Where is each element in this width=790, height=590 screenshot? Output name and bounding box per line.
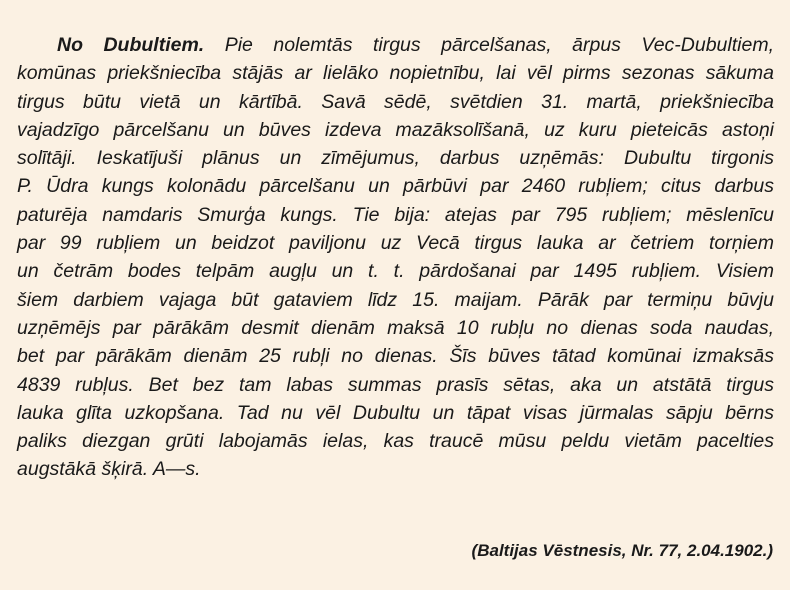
- article-line: komūnas priekšniecība stājās ar lielāko nopietnību, lai vēl pirms sezonas sākuma: [17, 62, 774, 85]
- article-line: paliks diezgan grūti labojamās ielas, kas traucē mūsu peldu vietām pacelties: [17, 430, 774, 453]
- source-citation: (Baltijas Vēstnesis, Nr. 77, 2.04.1902.): [471, 541, 773, 560]
- article-heading: No Dubultiem.: [57, 34, 205, 56]
- article-line: [17, 31, 774, 59]
- article-line: P. Ūdra kungs kolonādu pārcelšanu un pārbūvi par 2460 rubļiem; citus darbus: [17, 175, 774, 198]
- article-line: augstākā šķirā. A—s.: [17, 458, 201, 481]
- article-line: vajadzīgo pārcelšanu un būves izdeva mazāksolīšanā, uz kuru pieteicās astoņi: [17, 118, 774, 141]
- article-line: paturēja namdaris Smurģa kungs. Tie bija: atejas par 795 rubļiem; mēslenīcu: [17, 203, 774, 226]
- article-line: šiem darbiem vajaga būt gataviem līdz 15. maijam. Pārāk par termiņu būvju: [17, 288, 774, 311]
- article-text: [17, 31, 774, 484]
- article-line: lauka glīta uzkopšana. Tad nu vēl Dubultu un tāpat visas jūrmalas sāpju bērns: [17, 401, 774, 424]
- article-line: un četrām bodes telpām augļu un t. t. pārdošanai par 1495 rubļiem. Visiem: [17, 260, 774, 283]
- article-line: bet par pārākām dienām 25 rubļi no dienas. Šīs būves tātad komūnai izmaksās: [17, 345, 774, 368]
- article-line: solītāji. Ieskatījuši plānus un zīmējumus, darbus uzņēmās: Dubultu tirgonis: [17, 147, 774, 170]
- article-line: uzņēmējs par pārākām desmit dienām maksā 10 rubļu no dienas soda naudas,: [17, 316, 774, 339]
- article-line-text: Pie nolemtās tirgus pārcelšanas, ārpus Vec-Dubultiem,: [204, 34, 774, 56]
- article-line: par 99 rubļiem un beidzot paviljonu uz Vecā tirgus lauka ar četriem torņiem: [17, 232, 774, 255]
- article-line: tirgus būtu vietā un kārtībā. Savā sēdē, svētdien 31. martā, priekšniecība: [17, 90, 774, 113]
- article-line: 4839 rubļus. Bet bez tam labas summas prasīs sētas, aka un atstātā tirgus: [17, 373, 774, 396]
